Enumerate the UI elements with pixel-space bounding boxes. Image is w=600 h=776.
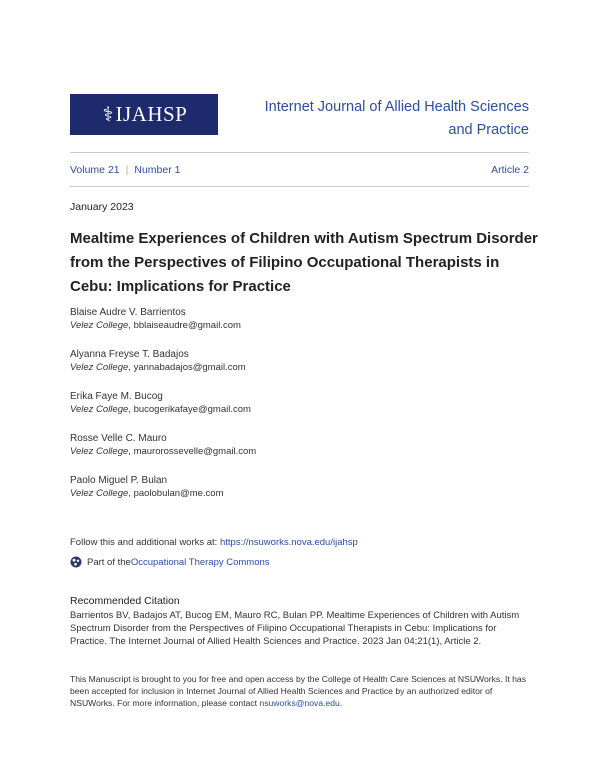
- author-name: Paolo Miguel P. Bulan: [70, 475, 168, 486]
- recommended-citation-heading: Recommended Citation: [70, 595, 180, 607]
- author-affiliation: Velez College, yannabadajos@gmail.com: [70, 362, 246, 373]
- author-name: Alyanna Freyse T. Badajos: [70, 349, 189, 360]
- journal-logo[interactable]: [70, 94, 218, 135]
- part-of-line: [70, 556, 270, 568]
- affiliation: Velez College: [70, 446, 129, 457]
- author-entry: [70, 432, 529, 458]
- divider: [70, 186, 529, 187]
- author-email[interactable]: bucogerikafaye@gmail.com: [133, 404, 251, 415]
- affiliation: Velez College: [70, 362, 129, 373]
- issue-meta: [70, 164, 529, 176]
- affiliation: Velez College: [70, 404, 129, 415]
- author-email[interactable]: paolobulan@me.com: [133, 488, 224, 499]
- author-entry: [70, 474, 529, 500]
- commons-link[interactable]: Occupational Therapy Commons: [130, 556, 270, 568]
- author-entry: [70, 390, 529, 416]
- author-entry: [70, 306, 529, 332]
- follow-line: [70, 537, 358, 548]
- affiliation: Velez College: [70, 320, 129, 331]
- author-email[interactable]: yannabadajos@gmail.com: [133, 362, 246, 373]
- author-email[interactable]: maurorossevelle@gmail.com: [133, 446, 257, 457]
- author-entry: [70, 348, 529, 374]
- repository-link[interactable]: https://nsuworks.nova.edu/ijahsp: [219, 537, 358, 548]
- recommended-citation-text: Barrientos BV, Badajos AT, Bucog EM, Mauro RC, Bulan PP. Mealtime Experiences of Children with Autism Spectrum Disorder from the Perspectives of Filipino Occupational Therapists in Cebu: Implications for Practice. The Internet Journal of Allied Health Sciences and Practice. 2023 Jan 04;21(1), Article 2.: [70, 610, 520, 647]
- author-affiliation: Velez College, paolobulan@me.com: [70, 488, 224, 499]
- author-name: Erika Faye M. Bucog: [70, 391, 163, 402]
- follow-prefix: Follow this and additional works at:: [70, 537, 220, 548]
- affiliation: Velez College: [70, 488, 129, 499]
- article-link[interactable]: Article 2: [491, 164, 529, 176]
- network-icon: [70, 556, 82, 568]
- volume-link[interactable]: Volume 21: [70, 164, 120, 176]
- logo-text: IJAHSP: [115, 102, 188, 126]
- author-email[interactable]: bblaiseaudre@gmail.com: [133, 320, 241, 331]
- contact-email-link[interactable]: nsuworks@nova.edu: [259, 698, 340, 708]
- part-of-prefix: Part of the: [87, 556, 131, 568]
- separator: |: [125, 164, 129, 176]
- footer-suffix: .: [339, 698, 343, 708]
- author-name: Rosse Velle C. Mauro: [70, 433, 167, 444]
- journal-title-line1: Internet Journal of Allied Health Sciences: [264, 99, 529, 115]
- author-affiliation: Velez College, bucogerikafaye@gmail.com: [70, 404, 251, 415]
- journal-title[interactable]: [229, 96, 529, 142]
- journal-title-line2: and Practice: [448, 122, 529, 138]
- divider: [70, 152, 529, 153]
- footer-notice: [70, 673, 532, 709]
- footer-text: This Manuscript is brought to you for free and open access by the College of Health Care Sciences at NSUWorks. It has been accepted for inclusion in Internet Journal of Allied Health Sciences and Practice by an authorized editor of NSUWorks. For more information, please contact: [70, 674, 527, 708]
- number-link[interactable]: Number 1: [134, 164, 181, 176]
- article-title: Mealtime Experiences of Children with Autism Spectrum Disorder from the Perspectives of Filipino Occupational Therapists in Cebu: Implications for Practice: [70, 230, 538, 295]
- author-name: Blaise Audre V. Barrientos: [70, 307, 186, 318]
- author-affiliation: Velez College, maurorossevelle@gmail.com: [70, 446, 257, 457]
- caduceus-icon: ⚕: [102, 104, 114, 126]
- author-affiliation: Velez College, bblaiseaudre@gmail.com: [70, 320, 241, 331]
- publication-date: January 2023: [70, 201, 134, 213]
- author-list: [70, 306, 529, 516]
